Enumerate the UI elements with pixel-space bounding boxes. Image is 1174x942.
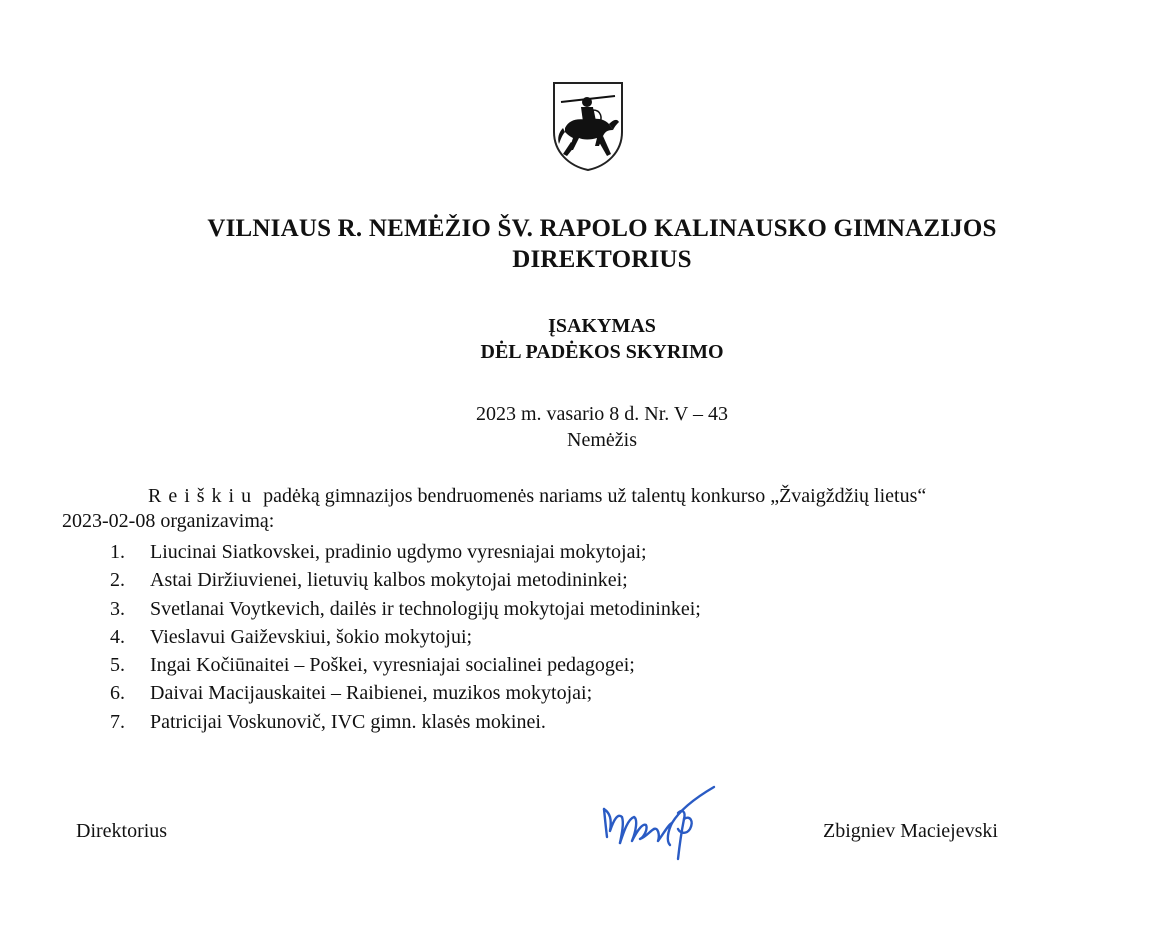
document-subject: DĖL PADĖKOS SKYRIMO	[480, 341, 724, 363]
list-item-text: Liucinai Siatkovskei, pradinio ugdymo vyresniajai mokytojai;	[150, 541, 647, 563]
vytis-coat-of-arms-icon	[551, 80, 625, 172]
list-item-text: Astai Diržiuvienei, lietuvių kalbos mokytojai metodininkei;	[150, 569, 628, 592]
list-item-number: 4.	[110, 625, 125, 648]
list-item	[110, 623, 701, 651]
institution-title-line2: DIREKTORIUS	[512, 246, 692, 273]
list-item-number: 5.	[110, 654, 125, 677]
signatory-role: Direktorius	[76, 820, 168, 842]
list-item-number: 7.	[110, 710, 125, 733]
body-paragraph-line2: 2023-02-08 organizavimą:	[62, 510, 275, 532]
list-item-number: 6.	[110, 682, 125, 705]
list-item	[110, 708, 701, 736]
document-type: ĮSAKYMAS	[548, 315, 656, 337]
document-date-number: 2023 m. vasario 8 d. Nr. V – 43	[475, 403, 729, 425]
recipients-list	[110, 538, 701, 736]
body-paragraph-line1	[148, 484, 926, 509]
list-item-text: Patricijai Voskunovič, IVC gimn. klasės mokinei.	[150, 710, 546, 733]
list-item-text: Ingai Kočiūnaitei – Poškei, vyresniajai socialinei pedagogei;	[150, 654, 635, 677]
document-place: Nemėžis	[567, 429, 637, 451]
list-item-text: Daivai Macijauskaitei – Raibienei, muzikos mokytojai;	[150, 682, 593, 705]
body-spaced-word: Reiškiu	[148, 485, 259, 507]
list-item	[110, 566, 701, 594]
list-item	[110, 651, 701, 679]
body-line1-rest: padėką gimnazijos bendruomenės nariams už talentų konkurso „Žvaigždžių lietus“	[258, 485, 927, 507]
list-item-number: 2.	[110, 569, 125, 592]
list-item-text: Svetlanai Voytkevich, dailės ir technologijų mokytojai metodininkei;	[150, 597, 701, 620]
list-item-text: Vieslavui Gaiževskiui, šokio mokytojui;	[150, 625, 473, 648]
signatory-name: Zbigniev Maciejevski	[823, 820, 998, 842]
institution-title-line1: VILNIAUS R. NEMĖŽIO ŠV. RAPOLO KALINAUSKO GIMNAZIJOS	[207, 215, 997, 242]
list-item	[110, 595, 701, 623]
list-item-number: 1.	[110, 541, 125, 563]
list-item-number: 3.	[110, 597, 125, 620]
list-item	[110, 538, 701, 566]
handwritten-signature	[598, 783, 723, 865]
list-item	[110, 679, 701, 707]
